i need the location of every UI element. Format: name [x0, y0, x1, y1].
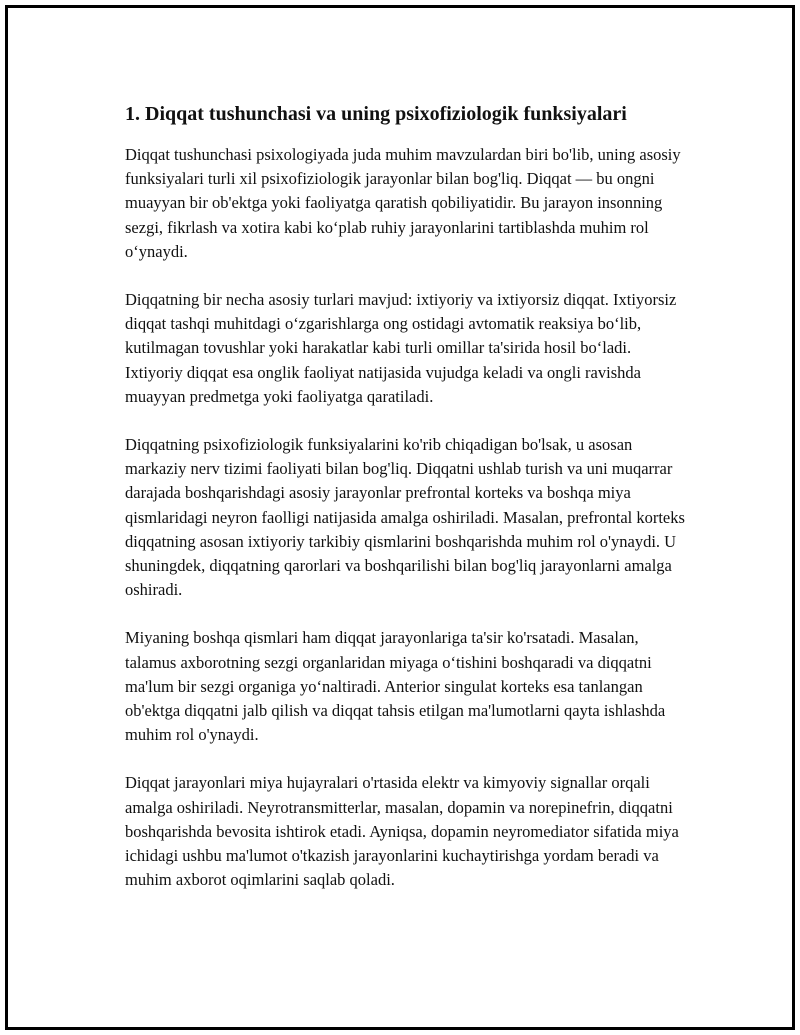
- paragraph-2: Diqqatning bir necha asosiy turlari mavjud: ixtiyoriy va ixtiyorsiz diqqat. Ixtiyorsiz diqqat tashqi muhitdagi o‘zgarishlarga ong ostidagi avtomatik reaksiya bo‘lib, kutilmagan tovushlar yoki harakatlar kabi turli omillar ta'sirida hosil bo‘ladi. Ixtiyoriy diqqat esa onglik faoliyat natijasida vujudga keladi va ongli ravishda muayyan predmetga yoki faoliyatga qaratiladi.: [125, 290, 677, 406]
- paragraph-3: Diqqatning psixofiziologik funksiyalarini ko'rib chiqadigan bo'lsak, u asosan markaziy nerv tizimi faoliyati bilan bog'liq. Diqqatni ushlab turish va uni muqarrar darajada boshqarishdagi asosiy jarayonlar prefrontal korteks va boshqa miya qismlaridagi neyron faolligi natijasida amalga oshiriladi. Masalan, prefrontal korteks diqqatning asosan ixtiyoriy tarkibiy qismlarini boshqarishda muhim rol o'ynaydi. U shuningdek, diqqatning qarorlari va boshqarilishi bilan bog'liq jarayonlarni amalga oshiradi.: [125, 435, 685, 600]
- section-heading: 1. Diqqat tushunchasi va uning psixofiziologik funksiyalari: [125, 103, 627, 125]
- paragraph-4: Miyaning boshqa qismlari ham diqqat jarayonlariga ta'sir ko'rsatadi. Masalan, talamus axborotning sezgi organlaridan miyaga o‘tishini boshqaradi va diqqatni ma'lum bir sezgi organiga yo‘naltiradi. Anterior singulat korteks esa tanlangan ob'ektga diqqatni jalb qilish va diqqat tahsis etilgan ma'lumotlarni qayta ishlashda muhim rol o'ynaydi.: [125, 628, 666, 745]
- paragraph-5: Diqqat jarayonlari miya hujayralari o'rtasida elektr va kimyoviy signallar orqali amalga oshiriladi. Neyrotransmitterlar, masalan, dopamin va norepinefrin, diqqatni boshqarishda bevosita ishtirok etadi. Ayniqsa, dopamin neyromediator sifatida miya ichidagi ushbu ma'lumot o'tkazish jarayonlarini kuchaytirishga yordam beradi va muhim axborot oqimlarini saqlab qoladi.: [125, 773, 679, 890]
- paragraph-1: Diqqat tushunchasi psixologiyada juda muhim mavzulardan biri bo'lib, uning asosiy funksiyalari turli xil psixofiziologik jarayonlar bilan bog'liq. Diqqat — bu ongni muayyan bir ob'ektga yoki faoliyatga qaratish qobiliyatidir. Bu jarayon insonning sezgi, fikrlash va xotira kabi ko‘plab ruhiy jarayonlarini tartiblashda muhim rol o‘ynaydi.: [125, 145, 681, 261]
- document-body: [125, 101, 685, 916]
- page-frame: [5, 5, 795, 1030]
